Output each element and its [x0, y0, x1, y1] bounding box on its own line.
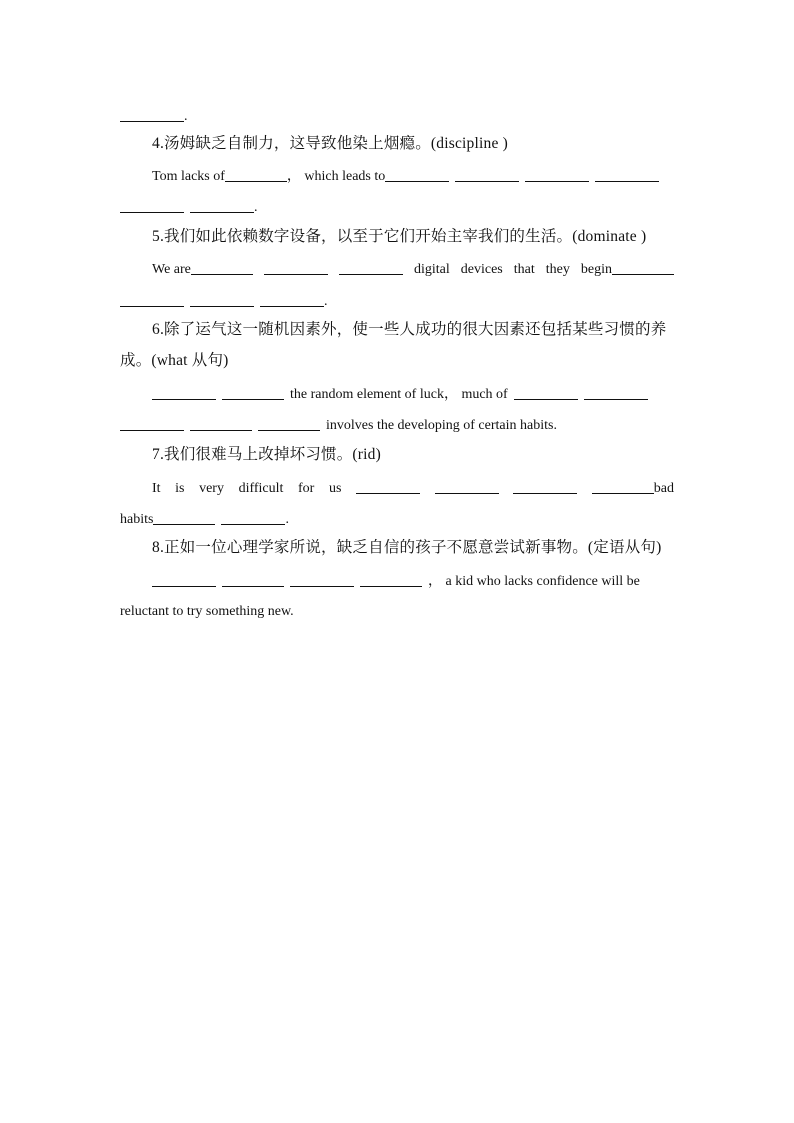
question-4-answer-line-1: Tom lacks of ， which leads to — [152, 164, 674, 186]
answer-blank[interactable] — [120, 415, 184, 431]
answer-blank[interactable] — [221, 509, 285, 525]
answer-blank[interactable] — [356, 478, 420, 494]
answer-blank[interactable] — [152, 384, 216, 400]
answer-blank[interactable] — [120, 291, 184, 307]
answer-blank[interactable] — [264, 259, 328, 275]
answer-blank[interactable] — [360, 571, 422, 587]
question-5-answer-line-2: . — [120, 289, 674, 311]
question-8-prompt: 8.正如一位心理学家所说，缺乏自信的孩子不愿意尝试新事物。(定语从句) — [152, 539, 662, 556]
question-4-answer-line-2: . — [120, 195, 674, 217]
answer-blank[interactable] — [455, 166, 519, 182]
answer-blank[interactable] — [190, 291, 254, 307]
answer-blank[interactable] — [222, 384, 284, 400]
answer-blank[interactable] — [225, 166, 287, 182]
question-4-prompt: 4.汤姆缺乏自制力，这导致他染上烟瘾。(discipline ) — [152, 135, 508, 152]
answer-blank[interactable] — [190, 415, 252, 431]
answer-blank[interactable] — [339, 259, 403, 275]
question-7-prompt: 7.我们很难马上改掉坏习惯。(rid) — [152, 446, 381, 463]
question-6-prompt-line-1: 6.除了运气这一随机因素外，使一些人成功的很大因素还包括某些习惯的养 — [152, 321, 667, 338]
answer-blank[interactable] — [152, 571, 216, 587]
question-7-answer-line-1: It is very difficult for us bad — [152, 476, 674, 498]
answer-blank[interactable] — [190, 197, 254, 213]
question-6-answer-line-2: involves the developing of certain habits. — [120, 413, 674, 435]
answer-blank[interactable] — [153, 509, 215, 525]
question-8-answer-line-1: ， a kid who lacks confidence will be — [152, 569, 674, 591]
question-8-answer-line-2: reluctant to try something new. — [120, 604, 294, 619]
answer-blank[interactable] — [584, 384, 648, 400]
answer-blank[interactable] — [525, 166, 589, 182]
answer-blank[interactable] — [120, 106, 184, 122]
question-6-prompt-line-2: 成。(what 从句) — [120, 352, 229, 369]
answer-blank[interactable] — [260, 291, 324, 307]
question-7-answer-line-2: habits . — [120, 507, 674, 529]
answer-blank[interactable] — [595, 166, 659, 182]
answer-blank[interactable] — [120, 197, 184, 213]
answer-blank[interactable] — [435, 478, 499, 494]
question-6-answer-line-1: the random element of luck， much of — [152, 382, 674, 404]
answer-line-q3-end: . — [120, 104, 674, 126]
answer-blank[interactable] — [612, 259, 674, 275]
answer-blank[interactable] — [222, 571, 284, 587]
answer-blank[interactable] — [258, 415, 320, 431]
answer-blank[interactable] — [385, 166, 449, 182]
answer-blank[interactable] — [290, 571, 354, 587]
question-5-answer-line-1: We are digital devices that they begin — [152, 257, 674, 279]
answer-blank[interactable] — [513, 478, 577, 494]
answer-blank[interactable] — [592, 478, 654, 494]
answer-blank[interactable] — [514, 384, 578, 400]
question-5-prompt: 5.我们如此依赖数字设备，以至于它们开始主宰我们的生活。(dominate ) — [152, 228, 647, 245]
answer-blank[interactable] — [191, 259, 253, 275]
